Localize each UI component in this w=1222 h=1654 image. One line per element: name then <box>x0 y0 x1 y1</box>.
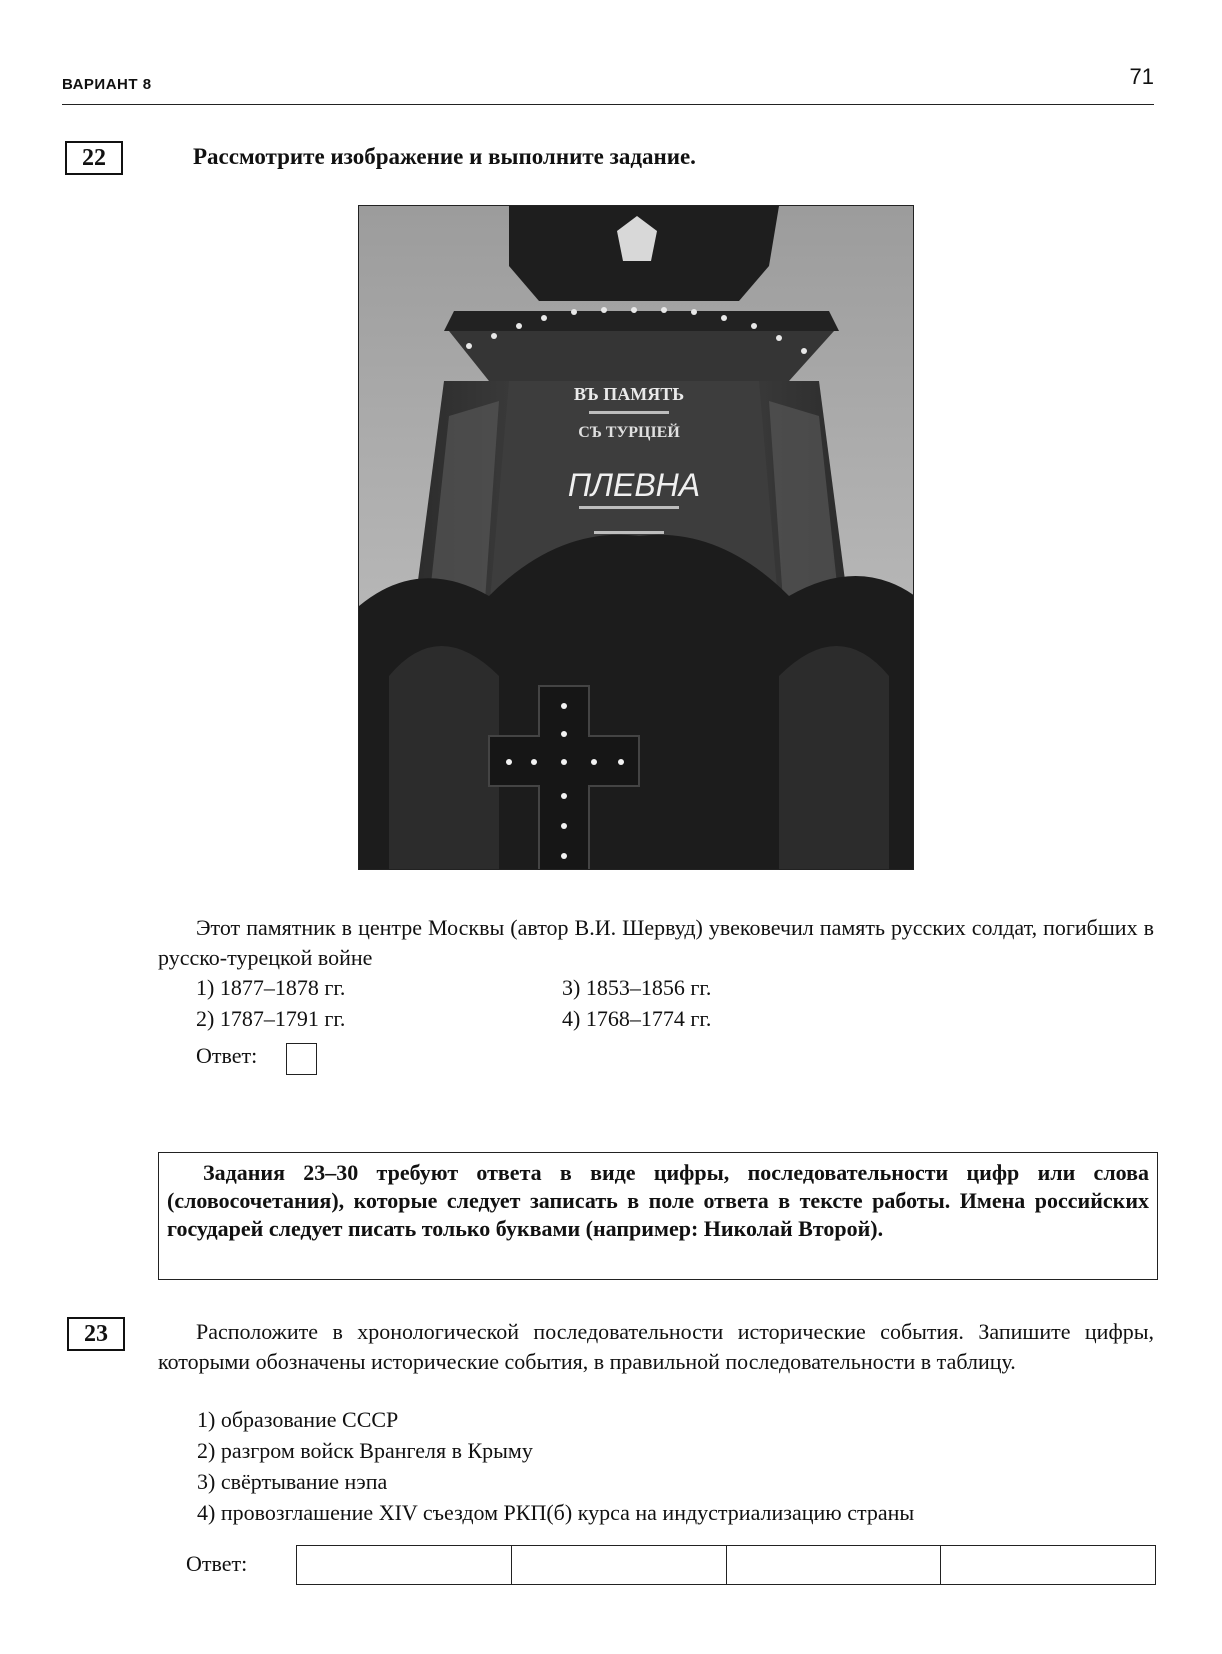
task-22-number: 22 <box>65 141 123 175</box>
plevna-monument-photo <box>358 205 914 870</box>
variant-label: ВАРИАНТ 8 <box>62 76 152 93</box>
option-4: 4) 1768–1774 гг. <box>562 1006 712 1031</box>
option-3: 3) 1853–1856 гг. <box>562 975 712 1000</box>
option-2: 2) 1787–1791 гг. <box>196 1006 346 1031</box>
task-22-title: Рассмотрите изображение и выполните задание. <box>193 144 696 169</box>
task-23-number: 23 <box>67 1317 125 1351</box>
inscription-line1: ВЪ ПАМЯТЬ <box>573 384 685 404</box>
task-23-answer-table <box>296 1545 1156 1585</box>
event-item-1: 1) образование СССР <box>197 1407 399 1432</box>
task-22-answer-field[interactable] <box>286 1043 317 1075</box>
option-1: 1) 1877–1878 гг. <box>196 975 346 1000</box>
answer-cell-4[interactable] <box>941 1546 1155 1584</box>
instructions-box <box>158 1152 1158 1280</box>
task-22-question: Этот памятник в центре Москвы (автор В.И. Шервуд) увековечил память русских солдат, погибших в русско-турецкой войне <box>158 915 1154 970</box>
event-item-3: 3) свёртывание нэпа <box>197 1469 388 1494</box>
inscription-line2: СЪ ТУРЦІЕЙ <box>578 424 680 441</box>
task-23-question: Расположите в хронологической последовательности исторические события. Запишите цифры, которыми обозначены исторические события, в правильной последовательности в таблицу. <box>158 1319 1154 1374</box>
answer-cell-2[interactable] <box>512 1546 727 1584</box>
instructions-text: Задания 23–30 требуют ответа в виде цифры, последовательности цифр или слова (словосочетания), которые следует записать в поле ответа в тексте работы. Имена российских государей следует писать только буквами (например: Николай Второй). <box>167 1160 1149 1241</box>
task-23-answer-label: Ответ: <box>186 1551 248 1576</box>
task-22-answer-label: Ответ: <box>196 1043 258 1068</box>
page-number: 71 <box>1129 64 1154 89</box>
event-item-4: 4) провозглашение XIV съездом РКП(б) курса на индустриализацию страны <box>197 1500 915 1525</box>
answer-cell-3[interactable] <box>727 1546 942 1584</box>
event-item-2: 2) разгром войск Врангеля в Крыму <box>197 1438 533 1463</box>
answer-cell-1[interactable] <box>297 1546 512 1584</box>
header-divider <box>62 104 1154 105</box>
inscription-plevna: ПЛЕВНА <box>567 467 701 503</box>
